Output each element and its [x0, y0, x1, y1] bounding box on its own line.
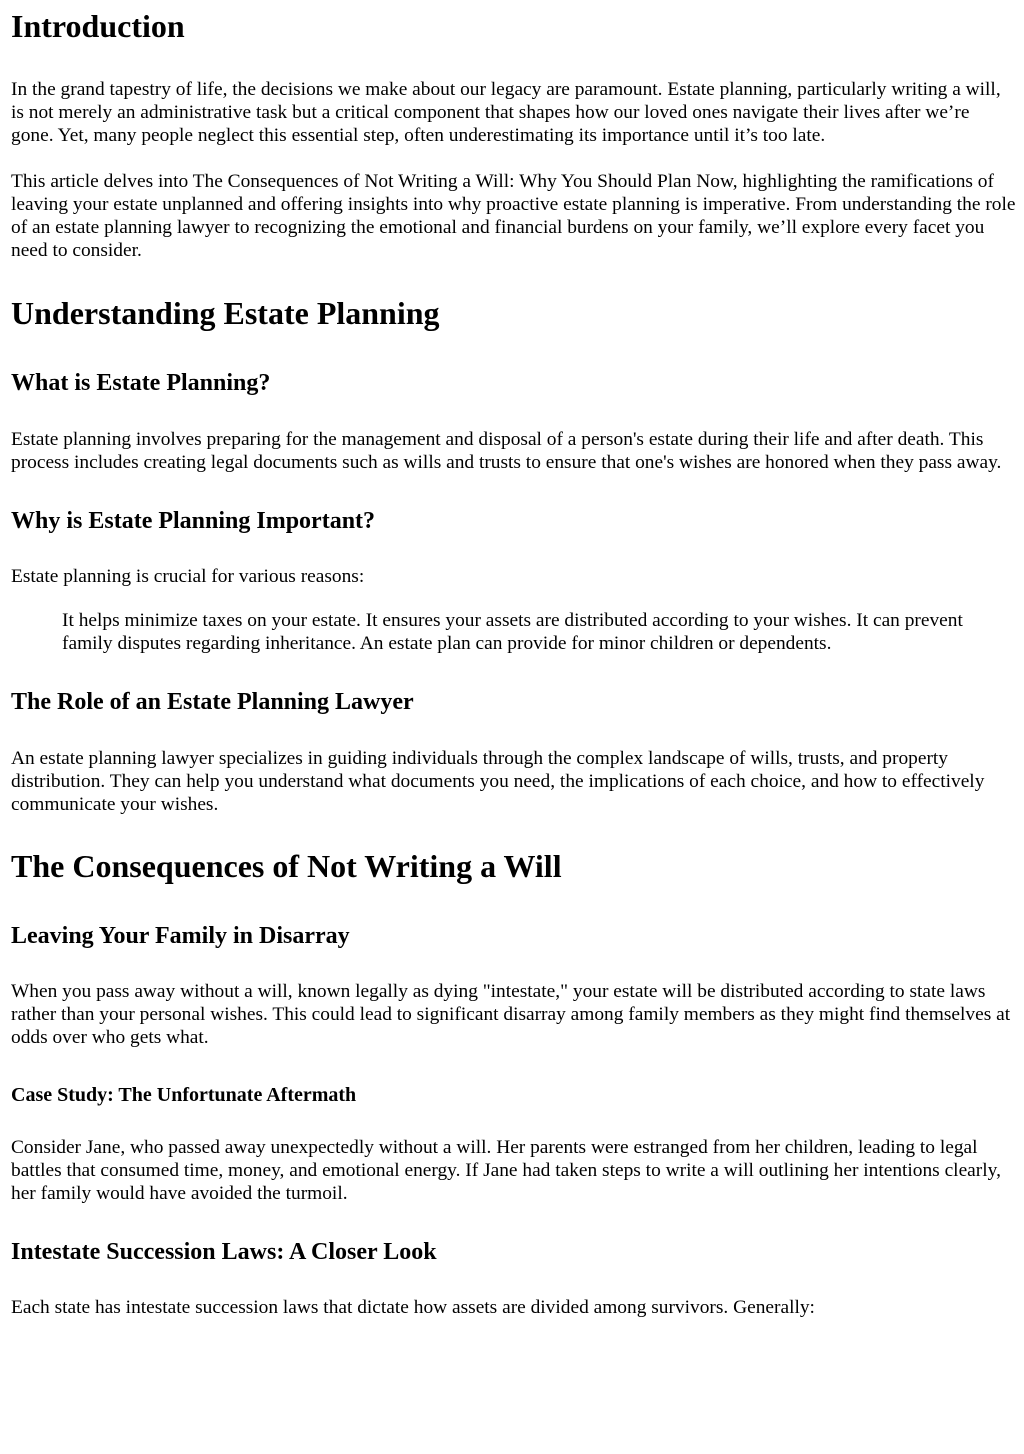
heading-consequences: The Consequences of Not Writing a Will — [11, 848, 562, 884]
heading-introduction: Introduction — [11, 8, 185, 44]
heading-case-study: Case Study: The Unfortunate Aftermath — [11, 1084, 357, 1106]
heading-why-important: Why is Estate Planning Important? — [11, 508, 376, 534]
reasons-list: It helps minimize taxes on your estate. It ensures your assets are distributed according to your wishes. It can prevent family disputes regarding inheritance. An estate plan can provide for minor children or dependents. — [62, 610, 963, 654]
intestate-paragraph: Each state has intestate succession laws that dictate how assets are divided among survivors. Generally: — [11, 1297, 815, 1318]
disarray-paragraph: When you pass away without a will, known legally as dying "intestate," your estate will be distributed according to state laws rather than your personal wishes. This could lead to significant disarray among family members as they might find themselves at odds over who gets what. — [11, 981, 1011, 1048]
heading-understanding-estate-planning: Understanding Estate Planning — [11, 295, 440, 331]
what-paragraph: Estate planning involves preparing for the management and disposal of a person's estate during their life and after death. This process includes creating legal documents such as wills and trusts to ensure that one's wishes are honored when they pass away. — [11, 429, 1002, 473]
case-study-paragraph: Consider Jane, who passed away unexpectedly without a will. Her parents were estranged from her children, leading to legal battles that consumed time, money, and emotional energy. If Jane had taken steps to write a will outlining her intentions clearly, her family would have avoided the turmoil. — [11, 1137, 1001, 1204]
heading-intestate-laws: Intestate Succession Laws: A Closer Look — [11, 1239, 437, 1265]
heading-what-is-estate-planning: What is Estate Planning? — [11, 370, 271, 396]
intro-paragraph-1: In the grand tapestry of life, the decisions we make about our legacy are paramount. Estate planning, particularly writing a will, is not merely an administrative task but a critical component that shapes how our loved ones navigate their lives after we’re gone. Yet, many people neglect this essential step, often underestimating its importance until it’s too late. — [11, 79, 1001, 146]
role-paragraph: An estate planning lawyer specializes in guiding individuals through the complex landscape of wills, trusts, and property distribution. They can help you understand what documents you need, the implications of each choice, and how to effectively communicate your wishes. — [11, 748, 985, 815]
why-paragraph: Estate planning is crucial for various reasons: — [11, 566, 365, 587]
heading-role-of-lawyer: The Role of an Estate Planning Lawyer — [11, 689, 414, 715]
heading-family-disarray: Leaving Your Family in Disarray — [11, 923, 350, 949]
article — [0, 8, 1024, 1319]
intro-paragraph-2: This article delves into The Consequences of Not Writing a Will: Why You Should Plan Now, highlighting the ramifications of leaving your estate unplanned and offering insights into why proactive estate planning is imperative. From understanding the role of an estate planning lawyer to recognizing the emotional and financial burdens on your family, we’ll explore every facet you need to consider. — [11, 171, 1016, 261]
